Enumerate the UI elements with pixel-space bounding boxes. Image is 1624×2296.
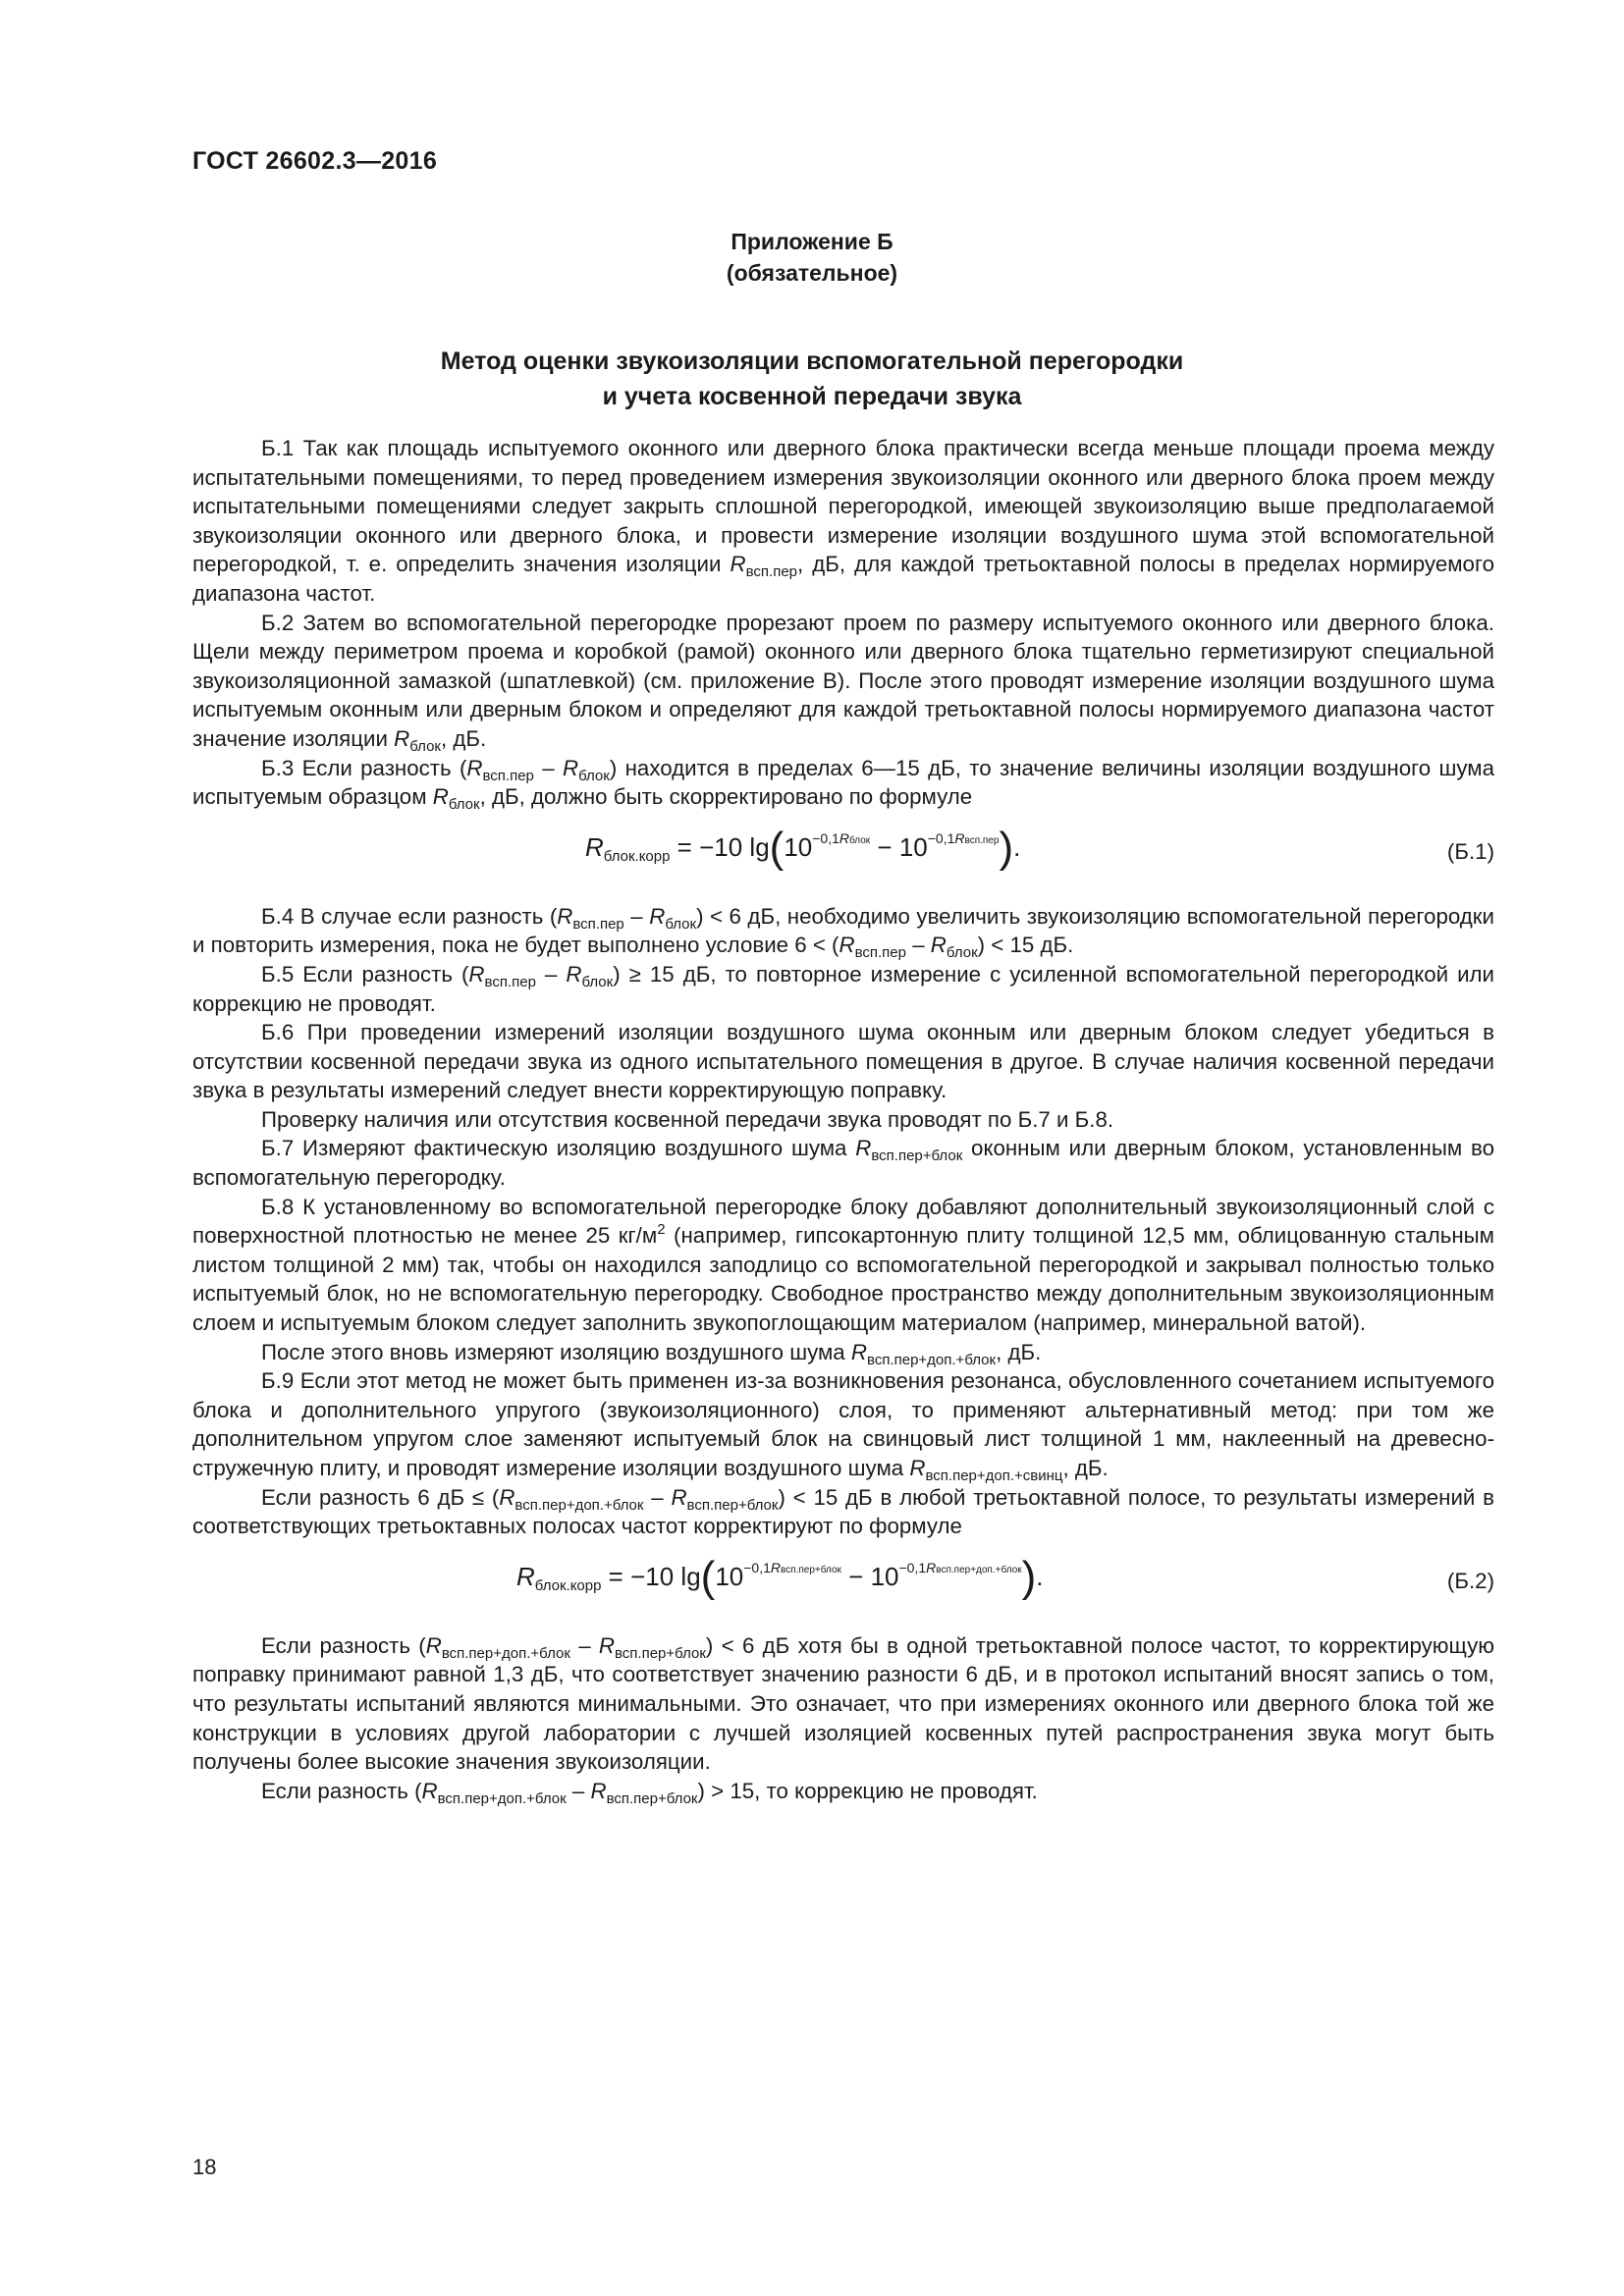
paragraph-b5: Б.5 Если разность $(R_{всп.пер} - R_{блок}) \ge 15$ дБ, то повторное измерение с усиленной вспомогательной перегородкой или коррекцию не проводят. bbox=[192, 961, 1495, 1016]
paragraph-b6: Б.6 При проведении измерений изоляции воздушного шума оконным или дверным блоком следует убедиться в отсутствии косвенной передачи звука из одного испытательного помещения в другое. В случае наличия косвенной передачи звука в результаты измерений следует внести корректирующую поправку. bbox=[192, 1020, 1494, 1103]
paragraph-b8-measure: После этого вновь измеряют изоляцию воздушного шума $R_{всп.пер+доп.+блок}$, дБ. bbox=[261, 1339, 1042, 1368]
document-id: ГОСТ 26602.3—2016 bbox=[192, 147, 438, 175]
paragraph-b6-check: Проверку наличия или отсутствия косвенной передачи звука проводят по Б.7 и Б.8. bbox=[261, 1106, 1114, 1132]
paragraph-b7: Б.7 Измеряют фактическую изоляцию воздушного шума $R_{всп.пер+блок}$ оконным или дверным блоком, установленным во вспомогательную перегородку. bbox=[192, 1136, 1494, 1191]
document-body bbox=[192, 434, 1494, 1805]
formula-b2-expression: $R_{блок.корр} = -10$ $\lg(10^{-0,1Rвсп.пер+блок} - 10^{-0,1Rвсп.пер+доп.+блок})$. bbox=[516, 1552, 1044, 1601]
paragraph-b3: Б.3 Если разность $(R_{всп.пер} - R_{блок})$ находится в пределах 6—15 дБ, то значение величины изоляции воздушного шума испытуемым образцом $R_{блок}$, дБ, должно быть скорректировано по формуле bbox=[192, 755, 1495, 814]
page-number: 18 bbox=[192, 2155, 217, 2179]
annex-heading bbox=[0, 226, 1624, 289]
formula-b2 bbox=[192, 1541, 1494, 1631]
paragraph-b8: Б.8 К установленному во вспомогательной перегородке блоку добавляют дополнительный звукоизоляционный слой с поверхностной плотностью не менее 25 $кг/м^2$ (например, гипсокартонную плиту толщиной 12,5 мм, облицованную стальным листом толщиной 2 мм) так, чтобы он находился заподлицо со вспомогательной перегородкой и закрывал полностью только испытуемый блок, но не вспомогательную перегородку. Свободное пространство между дополнительным звукоизоляционным слоем и испытуемым блоком следует заполнить звукопоглощающим материалом (например, минеральной ватой). bbox=[192, 1194, 1494, 1336]
section-title bbox=[0, 344, 1624, 414]
formula-b1 bbox=[192, 812, 1494, 902]
paragraph-b4: Б.4 В случае если разность $(R_{всп.пер} - R_{блок}) < 6$ дБ, необходимо увеличить звукоизоляцию вспомогательной перегородки и повторить измерения, пока не будет выполнено условие $6 < (R_{всп.пер} - R_{блок}) < 15$ дБ. bbox=[192, 903, 1494, 962]
formula-b2-number: (Б.2) bbox=[1446, 1568, 1494, 1593]
formula-b1-expression: $R_{блок.корр} = -10$ $\lg(10^{-0,1Rблок} - 10^{-0,1Rвсп.пер})$. bbox=[585, 823, 1021, 872]
section-title-line-1: Метод оценки звукоизоляции вспомогательной перегородки bbox=[440, 347, 1184, 375]
paragraph-b9-condition: Если разность 6 дБ ≤ $(R_{всп.пер+доп.+блок} - R_{всп.пер+блок}) < 15$ дБ в любой третьоктавной полосе, то результаты измерений в соответствующих третьоктавных полосах частот корректируют по формуле bbox=[192, 1484, 1494, 1539]
paragraph-b9-no-correction: Если разность $(R_{всп.пер+доп.+блок} - R_{всп.пер+блок}) > 15$, то коррекцию не проводят. bbox=[261, 1778, 1038, 1807]
paragraph-b1: Б.1 Так как площадь испытуемого оконного или дверного блока практически всегда меньше площади проема между испытательными помещениями, то перед проведением измерения звукоизоляции оконного или дверного блока проем между испытательными помещениями следует закрыть сплошной перегородкой, имеющей звукоизоляцию выше предполагаемой звукоизоляции оконного или дверного блока, и провести измерение изоляции воздушного шума этой вспомогательной перегородкой, т. е. определить значения изоляции $R_{всп.пер}$, дБ, для каждой третьоктавной полосы в пределах нормируемого диапазона частот. bbox=[192, 436, 1494, 606]
formula-b1-number: (Б.1) bbox=[1446, 838, 1494, 864]
paragraph-b9-correction: Если разность $(R_{всп.пер+доп.+блок} - R_{всп.пер+блок}) < 6$ дБ хотя бы в одной третьоктавной полосе частот, то корректирующую поправку принимают равной 1,3 дБ, что соответствует значению разности 6 дБ, и в протокол испытаний вносят запись о том, что результаты испытаний являются минимальными. Это означает, что при измерениях оконного или дверного блока той же конструкции в условиях другой лаборатории с лучшей изоляцией косвенных путей распространения звука могут быть получены более высокие значения звукоизоляции. bbox=[192, 1632, 1494, 1775]
paragraph-b9: Б.9 Если этот метод не может быть применен из-за возникновения резонанса, обусловленного сочетанием испытуемого блока и дополнительного упругого (звукоизоляционного) слоя, то применяют альтернативный метод: при том же дополнительном упругом слое заменяют испытуемый блок на свинцовый лист толщиной 1 мм, наклеенный на древесно-стружечную плиту, и проводят измерение изоляции воздушного шума $R_{всп.пер+доп.+свинц}$, дБ. bbox=[192, 1368, 1494, 1484]
annex-label: Приложение Б bbox=[731, 229, 893, 254]
section-title-line-2: и учета косвенной передачи звука bbox=[602, 383, 1022, 410]
paragraph-b2: Б.2 Затем во вспомогательной перегородке прорезают проем по размеру испытуемого оконного или дверного блока. Щели между периметром проема и коробкой (рамой) оконного или дверного блока тщательно герметизируют специальной звукоизоляционной замазкой (шпатлевкой) (см. приложение В). После этого проводят измерение изоляции воздушного шума испытуемым оконным или дверным блоком и определяют для каждой третьоктавной полосы нормируемого диапазона частот значение изоляции $R_{блок}$, дБ. bbox=[192, 610, 1494, 755]
annex-status: (обязательное) bbox=[726, 260, 898, 286]
